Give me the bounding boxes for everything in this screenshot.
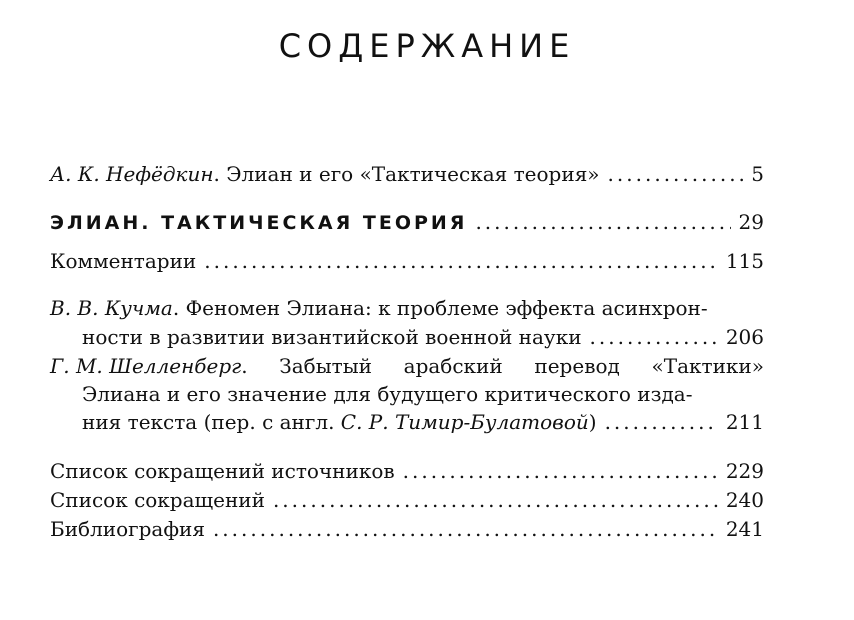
toc-entry-source-abbreviations[interactable] — [50, 457, 764, 485]
toc-page-number: 211 — [725, 410, 764, 434]
dot-leader — [273, 486, 718, 514]
toc-title: . Элиан и его «Тактическая теория» — [213, 162, 600, 186]
toc-title-continued: Элиана и его значение для будущего критического изда- — [82, 382, 693, 406]
toc-title-word: арабский — [403, 354, 503, 378]
toc-title: Библиография — [50, 517, 205, 541]
toc-title: Список сокращений — [50, 488, 265, 512]
toc-page-number: 5 — [751, 162, 764, 186]
toc-entry-kuchma-line1[interactable] — [50, 294, 764, 322]
dot-leader — [475, 208, 730, 236]
toc-title-continued: ) — [588, 410, 597, 434]
dot-leader — [213, 515, 718, 543]
toc-title-continued: ности в развитии византийской военной науки — [82, 325, 582, 349]
toc-title: Комментарии — [50, 249, 197, 273]
toc-title-word: . — [241, 354, 248, 378]
dot-leader — [403, 457, 718, 485]
toc-entry-nefedkin[interactable] — [50, 160, 764, 188]
toc-title-word: Забытый — [279, 354, 372, 378]
toc-entry-bibliography[interactable] — [50, 515, 764, 543]
dot-leader — [590, 323, 718, 351]
toc-title: ЭЛИАН. ТАКТИЧЕСКАЯ ТЕОРИЯ — [50, 212, 468, 234]
dot-leader — [204, 247, 718, 275]
toc-entry-commentary[interactable] — [50, 247, 764, 275]
toc-title-word: «Тактики» — [651, 354, 764, 378]
toc-entry-kuchma-line2[interactable] — [82, 323, 764, 351]
dot-leader — [608, 160, 744, 188]
toc-title-continued: ния текста (пер. с англ. — [82, 410, 341, 434]
toc-title: . Феномен Элиана: к проблеме эффекта асинхрон- — [172, 296, 708, 320]
toc-title: Список сокращений источников — [50, 459, 395, 483]
toc-page-number: 206 — [725, 325, 764, 349]
toc-entry-schellenberg-line2[interactable] — [82, 380, 764, 408]
toc-translator: С. Р. Тимир-Булатовой — [340, 410, 589, 434]
toc-page-number: 241 — [725, 517, 764, 541]
toc-entry-schellenberg-line3[interactable] — [82, 408, 764, 436]
toc-page-number: 229 — [725, 459, 764, 483]
toc-entry-abbreviations[interactable] — [50, 486, 764, 514]
toc-page-number: 29 — [738, 210, 764, 234]
toc-title-word: перевод — [534, 354, 620, 378]
toc-author: В. В. Кучма — [50, 296, 173, 320]
toc-page-number: 240 — [725, 488, 764, 512]
toc-entry-aelian[interactable] — [50, 208, 764, 236]
toc-entry-schellenberg-line1[interactable] — [50, 352, 764, 380]
toc-author: А. К. Нефёдкин — [50, 162, 214, 186]
page-title: СОДЕРЖАНИЕ — [278, 27, 576, 65]
dot-leader — [605, 408, 718, 436]
toc-page-number: 115 — [725, 249, 764, 273]
toc-author: Г. М. Шелленберг — [50, 354, 242, 378]
